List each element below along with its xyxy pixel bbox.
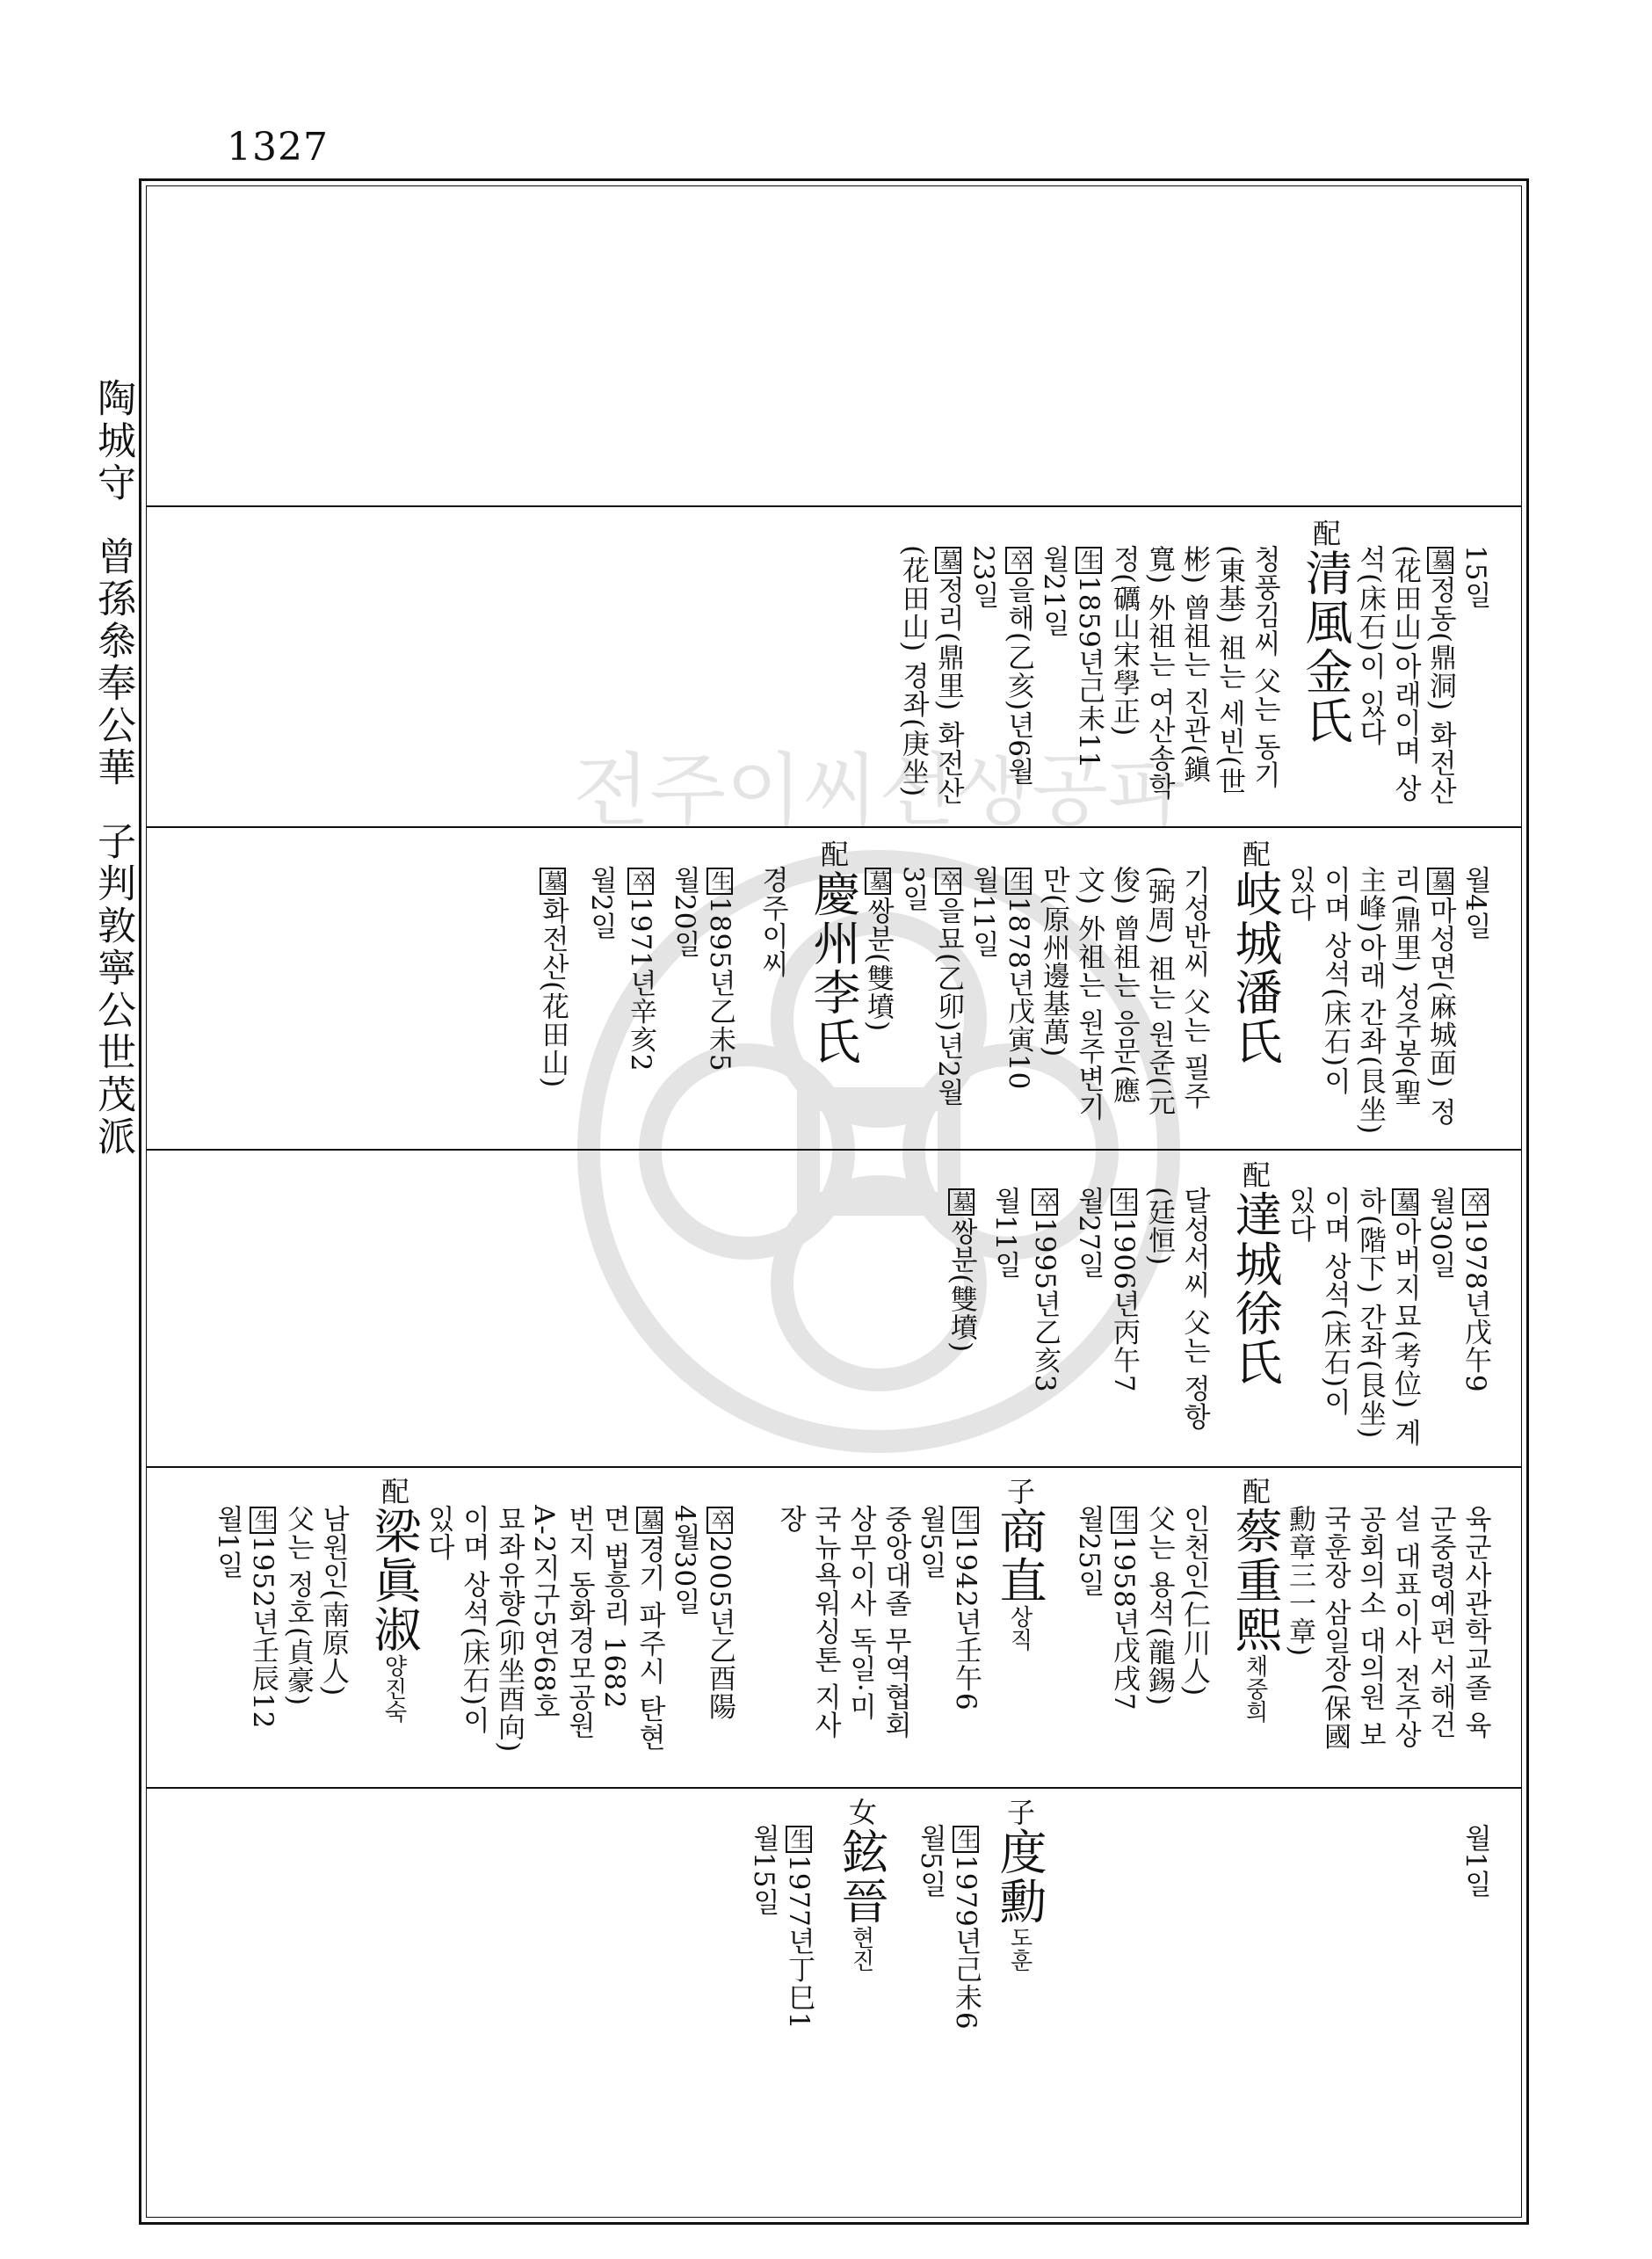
s3-text: 경주이씨	[757, 866, 788, 978]
s2-text: 15일	[1460, 545, 1491, 610]
spouse-name-yang-jinsuk: 配梁眞淑양진숙	[366, 1477, 422, 1723]
s3-grave: 墓화전산(花田山)	[536, 866, 569, 1088]
s3-text: 3일	[897, 866, 929, 912]
son-name-dohun: 子度勳도훈	[992, 1798, 1047, 1972]
spouse-prefix: 配	[377, 1477, 410, 1507]
birth-marker: 生	[953, 1826, 979, 1853]
s5-text: 번지 동화경모공원	[563, 1505, 595, 1740]
s5-birth: 生1952년壬辰12	[246, 1505, 279, 1729]
s3-text: 主峰)아래 간좌(艮坐)	[1354, 866, 1386, 1136]
s5-text: 국훈장 삼일장(保國	[1319, 1505, 1351, 1751]
grave-marker: 墓	[948, 1188, 975, 1216]
s5-text: 국뉴욕워싱톤 지사	[809, 1505, 841, 1740]
s2-text: 석(床石)이 있다	[1354, 545, 1386, 747]
s4-text: 있다	[1284, 1187, 1315, 1243]
son-prefix: 子	[1003, 1477, 1036, 1507]
s5-grave: 墓경기 파주시 탄현	[633, 1505, 666, 1752]
s3-text: 만(原州邊基萬)	[1038, 866, 1069, 1058]
spouse-prefix: 配	[1308, 519, 1342, 548]
death-marker: 卒	[935, 868, 961, 895]
reading: 채중희	[1242, 1654, 1268, 1723]
s2-text: (花田山) 경좌(庚坐)	[897, 545, 929, 798]
s5-text: 父는 용석(龍錫)	[1143, 1505, 1175, 1707]
s5-text: 장	[774, 1505, 806, 1533]
birth-marker: 生	[706, 868, 733, 895]
spouse-prefix: 配	[1238, 1477, 1272, 1507]
watermark-text: 전주이씨선생공파	[573, 745, 1185, 837]
grave-marker: 墓	[865, 868, 891, 895]
s3-birth: 生1895년乙未5	[703, 866, 736, 1072]
s6-birth: 生1977년丁巳1	[782, 1824, 815, 2030]
s6-text: 월1일	[1460, 1824, 1491, 1899]
s4-grave: 墓쌍분(雙墳)	[945, 1187, 978, 1353]
s4-text: 달성서씨 父는 정항	[1178, 1187, 1210, 1431]
spouse-name-gyeongju-lee: 配慶州李氏	[806, 839, 861, 1066]
s4-death: 卒1995년乙亥3	[1028, 1187, 1061, 1393]
spouse-prefix: 配	[1238, 1160, 1272, 1190]
s6-birth: 生1979년己未6	[949, 1824, 982, 2030]
grave-marker: 墓	[1392, 1188, 1418, 1216]
son-name-sangjik: 子商直상직	[992, 1477, 1047, 1651]
spouse-name-dalseong-seo: 配達城徐氏	[1228, 1160, 1283, 1387]
s3-text: 있다	[1284, 866, 1315, 922]
s3-text: 월4일	[1460, 866, 1491, 941]
s3-text: 월11일	[967, 866, 999, 959]
s3-text: (弼周) 祖는 원준(元	[1143, 866, 1175, 1116]
s5-text: 월25일	[1073, 1505, 1105, 1598]
s2-grave	[1424, 545, 1457, 805]
s2-text: (東基) 祖는 세빈(世	[1214, 545, 1245, 795]
s2-text: 월21일	[1038, 545, 1069, 638]
s4-text: (廷恒)	[1143, 1187, 1175, 1267]
daughter-prefix: 女	[844, 1798, 878, 1827]
reading: 현진	[848, 1926, 874, 1972]
lineage-title: 陶城守 曾孫叅奉公華 子判敦寧公世茂派	[91, 378, 135, 1159]
s3-birth: 生1878년戊寅10	[1002, 866, 1035, 1090]
s4-birth: 生1906년丙午7	[1107, 1187, 1141, 1393]
s5-text: 있다	[423, 1505, 454, 1561]
s6-text: 월5일	[915, 1824, 946, 1899]
daughter-name-hyeonjin: 女鉉晉현진	[834, 1798, 889, 1972]
s3-death: 卒1971년辛亥2	[624, 866, 657, 1072]
spouse-prefix: 配	[816, 839, 850, 869]
s4-text: 월11일	[989, 1187, 1021, 1280]
s3-text: 기성반씨 父는 필주	[1178, 866, 1210, 1110]
s5-text: 육군사관학교졸 육	[1460, 1505, 1491, 1740]
s2-death: 卒을해(乙亥)년6월	[1002, 545, 1035, 786]
death-marker: 卒	[627, 868, 654, 895]
s5-text: 군중령예편 서해건	[1424, 1505, 1456, 1740]
s5-birth: 生1942년壬午6	[949, 1505, 982, 1711]
s5-birth: 生1958년戊戌7	[1107, 1505, 1141, 1711]
s5-text: 상무이사 독일·미	[844, 1505, 876, 1721]
s5-death: 卒2005년乙酉陽	[703, 1505, 736, 1721]
s5-text: 인천인(仁川人)	[1178, 1505, 1210, 1697]
s5-text: A-2지구5연68호	[528, 1505, 560, 1721]
page-number: 1327	[227, 125, 329, 170]
s2-text: 정동(鼎洞) 화전산	[1424, 576, 1456, 806]
death-marker: 卒	[1005, 547, 1032, 574]
s3-grave: 墓마성면(麻城面) 정	[1424, 866, 1457, 1126]
s2-text: 23일	[967, 545, 999, 610]
spouse-name-chae-junghui: 配蔡重熙채중희	[1228, 1477, 1283, 1723]
s2-text: 정(礪山宋學正)	[1108, 545, 1140, 737]
s2-text: 彬) 曾祖는 진관(鎭	[1178, 545, 1210, 784]
birth-marker: 生	[786, 1826, 812, 1853]
birth-marker: 生	[953, 1507, 979, 1534]
death-marker: 卒	[706, 1507, 733, 1534]
birth-marker: 生	[1005, 868, 1032, 895]
s5-text: 공회의소 대의원 보	[1354, 1505, 1386, 1749]
s5-text: 4월30일	[669, 1505, 700, 1616]
s3-text: 리(鼎里) 성주봉(聖	[1389, 866, 1421, 1108]
grave-marker: 墓	[1427, 868, 1453, 895]
reading: 도훈	[1006, 1926, 1032, 1972]
s6-text: 월15일	[748, 1824, 779, 1917]
s4-text: 하(階下) 간좌(艮坐)	[1354, 1187, 1386, 1440]
s3-text: 이며 상석(床石)이	[1319, 866, 1351, 1096]
s5-text: 남원인(南原人)	[317, 1505, 349, 1697]
s5-text: 勳章三一章)	[1284, 1505, 1315, 1658]
s5-text: 면 법흥리 1682	[598, 1505, 630, 1710]
reading: 양진숙	[380, 1654, 407, 1723]
s3-text: 文) 外祖는 원주변기	[1073, 866, 1105, 1122]
s2-grave: 墓정리(鼎里) 화전산	[931, 545, 965, 805]
s2-text: (花田山)아래이며 상	[1389, 545, 1421, 803]
s4-death: 卒1978년戊午9	[1459, 1187, 1492, 1393]
spouse-name-giseong-ban: 配岐城潘氏	[1228, 839, 1283, 1066]
s5-text: 설 대표이사 전주상	[1389, 1505, 1421, 1749]
s3-text: 俊) 曾祖는 응문(應	[1108, 866, 1140, 1105]
grave-marker: 墓	[540, 868, 566, 895]
son-prefix: 子	[1003, 1798, 1036, 1827]
reading: 상직	[1006, 1605, 1032, 1651]
death-marker: 卒	[1462, 1188, 1489, 1216]
birth-marker: 生	[1111, 1188, 1137, 1216]
s5-text: 월1일	[212, 1505, 243, 1580]
spouse-name-clearwind-kim: 配清風金氏	[1298, 519, 1353, 745]
s5-text: 묘좌유향(卯坐酉向)	[493, 1505, 525, 1754]
grave-marker: 墓	[935, 547, 961, 574]
s5-text: 父는 정호(貞豪)	[282, 1505, 314, 1707]
s3-death: 卒을묘(乙卯)년2월	[931, 866, 965, 1107]
s3-grave: 墓쌍분(雙墳)	[861, 866, 895, 1032]
s4-text: 월27일	[1073, 1187, 1105, 1280]
s4-text: 월30일	[1424, 1187, 1456, 1280]
s2-text: 청풍김씨 父는 동기	[1249, 545, 1280, 789]
s2-text: 寬) 外祖는 여산송학	[1143, 545, 1175, 801]
s4-text: 이며 상석(床石)이	[1319, 1187, 1351, 1417]
s5-text: 중앙대졸 무역협회	[880, 1505, 911, 1740]
spouse-prefix: 配	[1238, 839, 1272, 869]
s5-text: 이며 상석(床石)이	[458, 1505, 489, 1735]
s3-text: 월20일	[669, 866, 700, 959]
row-divider-5	[146, 1787, 1522, 1789]
s2-birth: 生1859년己未11	[1072, 545, 1105, 769]
birth-marker: 生	[1111, 1507, 1137, 1534]
grave-marker: 墓	[1427, 547, 1453, 574]
s4-grave: 墓아버지묘(考位) 계	[1388, 1187, 1422, 1447]
s5-text: 월5일	[915, 1505, 946, 1580]
s3-text: 월2일	[585, 866, 617, 941]
row-divider-1	[146, 505, 1522, 507]
watermark-seal	[413, 686, 1344, 1617]
death-marker: 卒	[1032, 1188, 1058, 1216]
grave-marker: 墓	[636, 1507, 663, 1534]
birth-marker: 生	[250, 1507, 276, 1534]
birth-marker: 生	[1076, 547, 1102, 574]
